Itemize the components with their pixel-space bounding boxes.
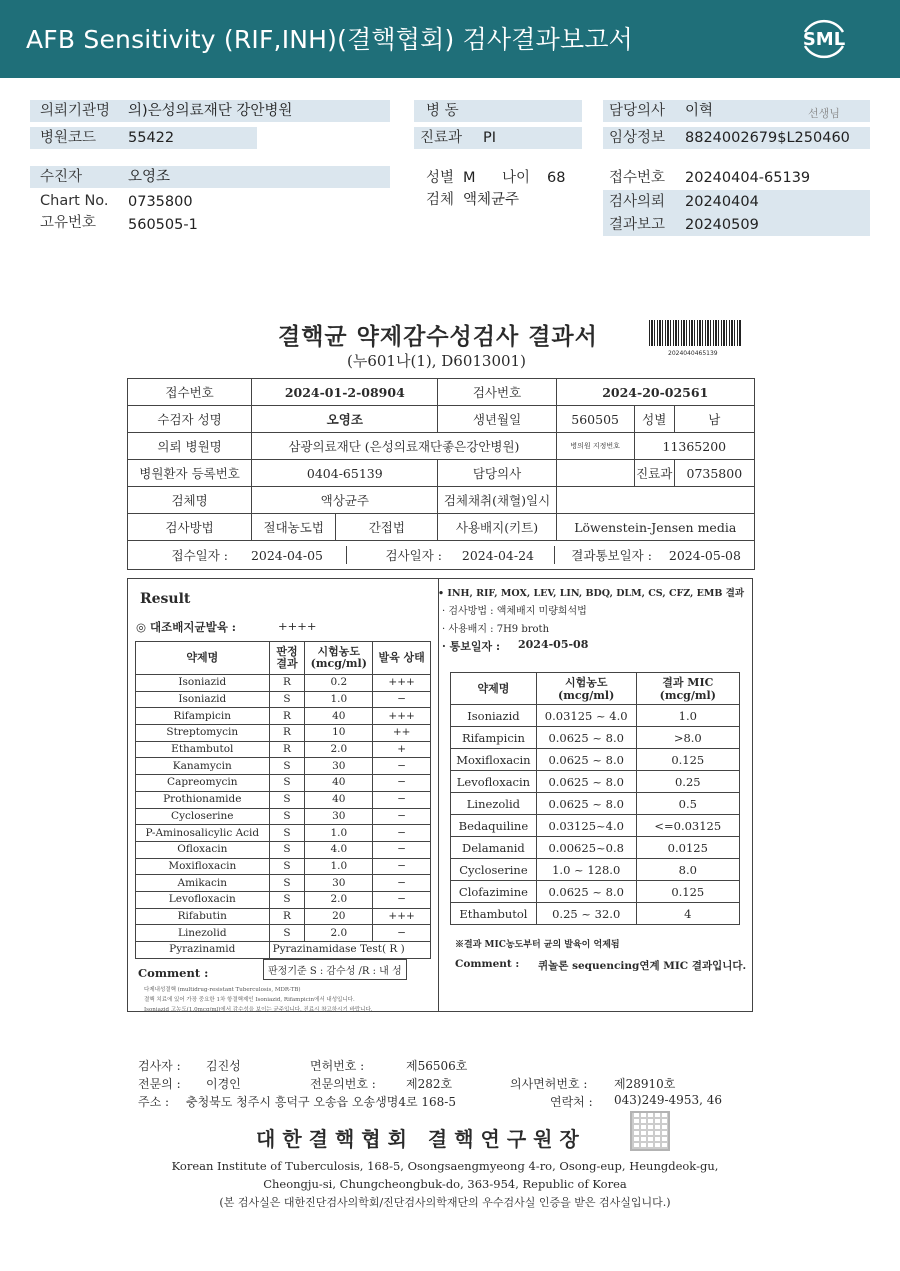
table-row: [451, 837, 740, 859]
dept-value: PI: [483, 130, 497, 146]
susceptibility-table: [135, 641, 431, 959]
table-cell: Ethambutol: [451, 903, 537, 925]
logo-text: SML: [802, 29, 846, 50]
grid-cell: 0404-65139: [252, 460, 438, 487]
table-cell: 0.0625 ~ 8.0: [536, 727, 636, 749]
patient-label: 수진자: [40, 169, 83, 185]
doctor-suffix: 선생님: [808, 107, 840, 120]
grid-cell: 2024-20-02561: [556, 379, 754, 406]
table-row: [136, 841, 431, 858]
table-cell: −: [373, 808, 431, 825]
receipt-date: 2024-04-05: [250, 548, 324, 563]
hospital-code-label: 병원코드: [40, 130, 97, 146]
table-cell: S: [269, 841, 305, 858]
table-cell: Rifabutin: [136, 908, 270, 925]
table-cell: 0.00625~0.8: [536, 837, 636, 859]
pza-name: Pyrazinamid: [136, 942, 270, 959]
col-header: 발육 상태: [373, 642, 431, 675]
criteria-legend: 판정기준 S : 감수성 /R : 내 성: [263, 959, 407, 980]
table-cell: −: [373, 875, 431, 892]
table-cell: S: [269, 858, 305, 875]
hospital-code-value: 55422: [128, 130, 175, 146]
table-cell: Isoniazid: [136, 691, 270, 708]
mic-method: · 검사방법 : 액체배지 미량희석법: [442, 606, 587, 617]
control-value: ++++: [278, 619, 317, 633]
table-cell: Ethambutol: [136, 741, 270, 758]
grid-cell: 2024-01-2-08904: [252, 379, 438, 406]
table-cell: Linezolid: [136, 925, 270, 942]
table-cell: Ofloxacin: [136, 841, 270, 858]
comment-line: Isoniazid 고농도(1.0mcg/ml)에서 감수성을 보이는 균주입니다. 진료시 참고하시기 바랍니다.: [144, 1007, 373, 1013]
table-row: [136, 875, 431, 892]
grid-cell: 수검자 성명: [128, 406, 252, 433]
table-cell: −: [373, 775, 431, 792]
sml-logo: [797, 14, 851, 64]
table-cell: <=0.03125: [636, 815, 739, 837]
grid-cell: 간접법: [336, 514, 438, 541]
institution-value: 의)은성의료재단 강안병원: [128, 103, 293, 119]
table-row: [451, 903, 740, 925]
receipt-value: 20240404-65139: [685, 170, 811, 186]
table-cell: 0.0625 ~ 8.0: [536, 793, 636, 815]
mic-comment: 퀴놀론 sequencing연계 MIC 결과입니다.: [538, 960, 747, 972]
table-cell: ++: [373, 725, 431, 742]
table-cell: 2.0: [305, 925, 373, 942]
tester: 김진성: [206, 1059, 241, 1073]
grid-cell: [556, 460, 634, 487]
age-value: 68: [547, 170, 566, 186]
mic-note: ※결과 MIC농도부터 균의 발육이 억제됨: [455, 940, 620, 950]
table-row: [136, 791, 431, 808]
grid-cell: 병의원 지정번호: [556, 433, 634, 460]
contact: 043)249-4953, 46: [614, 1093, 722, 1107]
table-cell: Levofloxacin: [136, 891, 270, 908]
table-cell: Cycloserine: [136, 808, 270, 825]
table-cell: 2.0: [305, 741, 373, 758]
table-cell: −: [373, 925, 431, 942]
uid-value: 560505-1: [128, 217, 198, 233]
table-row: [451, 881, 740, 903]
specimen-label: 검체: [426, 192, 455, 208]
doctor-value: 이혁: [685, 103, 714, 119]
request-value: 20240404: [685, 194, 759, 210]
ward-label: 병 동: [426, 103, 459, 119]
table-row: [136, 691, 431, 708]
table-cell: P-Aminosalicylic Acid: [136, 825, 270, 842]
table-cell: S: [269, 925, 305, 942]
grid-cell: 0735800: [674, 460, 754, 487]
control-label: ◎ 대조배지균발육 :: [136, 620, 237, 634]
grid-cell: [556, 487, 754, 514]
table-cell: 1.0: [305, 691, 373, 708]
table-row: [136, 741, 431, 758]
table-row: [136, 825, 431, 842]
comment-line: 결핵 치료에 있어 가장 중요한 1차 항결핵제인 Isoniazid, Rifampicin에서 내성입니다.: [144, 997, 355, 1003]
table-cell: Prothionamide: [136, 791, 270, 808]
table-cell: 0.03125~4.0: [536, 815, 636, 837]
table-cell: Delamanid: [451, 837, 537, 859]
grid-cell: 절대농도법: [252, 514, 336, 541]
table-cell: 10: [305, 725, 373, 742]
spec-license-label: 전문의번호 :: [310, 1077, 376, 1091]
table-cell: +: [373, 741, 431, 758]
receipt-label: 접수번호: [609, 170, 666, 186]
table-row: [451, 793, 740, 815]
contact-label: 연락처 :: [550, 1095, 593, 1109]
table-row: [136, 775, 431, 792]
table-row: [136, 725, 431, 742]
table-cell: Streptomycin: [136, 725, 270, 742]
col-header: 판정 결과: [269, 642, 305, 675]
table-cell: 0.2: [305, 675, 373, 692]
table-cell: R: [269, 725, 305, 742]
request-label: 검사의뢰: [609, 194, 666, 210]
table-row: [451, 727, 740, 749]
table-cell: −: [373, 791, 431, 808]
col-header: 약제명: [136, 642, 270, 675]
grid-cell: 접수번호: [128, 379, 252, 406]
report-header: [0, 0, 900, 78]
sex-value: M: [463, 170, 476, 186]
table-cell: R: [269, 908, 305, 925]
table-row: [451, 771, 740, 793]
table-cell: 0.0625 ~ 8.0: [536, 771, 636, 793]
table-row: [136, 708, 431, 725]
table-row: [136, 908, 431, 925]
specialist-label: 전문의 :: [138, 1077, 181, 1091]
table-cell: S: [269, 791, 305, 808]
certification-note: (본 검사실은 대한진단검사의학회/진단검사의학재단의 우수검사실 인증을 받은 검사실입니다.): [219, 1196, 671, 1209]
dept-label: 진료과: [420, 130, 463, 146]
doc-license: 제28910호: [614, 1077, 676, 1091]
table-row: [451, 705, 740, 727]
scanned-result-sheet: [120, 305, 770, 1215]
table-cell: S: [269, 875, 305, 892]
table-cell: 30: [305, 875, 373, 892]
table-cell: −: [373, 841, 431, 858]
table-cell: Rifampicin: [451, 727, 537, 749]
table-cell: 0.25: [636, 771, 739, 793]
mic-table: [450, 672, 740, 925]
grid-cell: 담당의사: [438, 460, 556, 487]
sheet-title: 결핵균 약제감수성검사 결과서: [278, 323, 598, 350]
table-cell: Amikacin: [136, 875, 270, 892]
table-cell: 0.0625 ~ 8.0: [536, 749, 636, 771]
col-header: 결과 MIC (mcg/ml): [636, 673, 739, 705]
table-cell: 40: [305, 791, 373, 808]
comment-label: Comment :: [138, 966, 209, 980]
table-row: [451, 749, 740, 771]
table-cell: Capreomycin: [136, 775, 270, 792]
pza-value: Pyrazinamidase Test( R ): [269, 942, 430, 959]
table-row: [136, 858, 431, 875]
specimen-value: 액체균주: [463, 192, 520, 208]
test-date: 2024-04-24: [461, 548, 534, 563]
grid-cell: 남: [674, 406, 754, 433]
table-cell: S: [269, 825, 305, 842]
table-row: [136, 675, 431, 692]
mic-medium: · 사용배지 : 7H9 broth: [442, 624, 550, 635]
license-label: 면허번호 :: [310, 1059, 365, 1073]
request-info-grid: [127, 378, 755, 570]
table-row: [451, 815, 740, 837]
sheet-subtitle: (누601나(1), D6013001): [347, 352, 526, 370]
patient-value: 오영조: [128, 169, 171, 185]
table-cell: 1.0: [305, 858, 373, 875]
sex-label: 성별: [426, 170, 455, 186]
result-title: Result: [140, 591, 191, 607]
notice-date: 2024-05-08: [668, 548, 741, 563]
table-cell: Levofloxacin: [451, 771, 537, 793]
institute-name: 대한결핵협회 결핵연구원장: [256, 1127, 586, 1151]
table-cell: Isoniazid: [451, 705, 537, 727]
table-cell: 8.0: [636, 859, 739, 881]
table-row: [136, 758, 431, 775]
table-cell: −: [373, 891, 431, 908]
mic-comment-label: Comment :: [455, 958, 520, 970]
table-cell: −: [373, 758, 431, 775]
grid-cell: 검사번호: [438, 379, 556, 406]
table-cell: >8.0: [636, 727, 739, 749]
table-cell: Cycloserine: [451, 859, 537, 881]
table-cell: Moxifloxacin: [136, 858, 270, 875]
grid-cell: 액상균주: [252, 487, 438, 514]
table-cell: S: [269, 891, 305, 908]
table-cell: 1.0: [636, 705, 739, 727]
grid-cell: 삼광의료재단 (은성의료재단좋은강안병원): [252, 433, 556, 460]
grid-cell: Löwenstein-Jensen media: [556, 514, 754, 541]
table-cell: −: [373, 691, 431, 708]
table-cell: 2.0: [305, 891, 373, 908]
clinical-label: 임상정보: [609, 130, 666, 146]
table-cell: +++: [373, 708, 431, 725]
table-cell: 0.5: [636, 793, 739, 815]
report-label: 결과보고: [609, 217, 666, 233]
table-cell: Moxifloxacin: [451, 749, 537, 771]
age-label: 나이: [502, 170, 531, 186]
table-row: [136, 808, 431, 825]
grid-cell: 검체명: [128, 487, 252, 514]
table-cell: R: [269, 675, 305, 692]
table-cell: 0.25 ~ 32.0: [536, 903, 636, 925]
grid-cell: 검체채취(채혈)일시: [438, 487, 556, 514]
chart-label: Chart No.: [40, 193, 109, 209]
table-cell: 0.0125: [636, 837, 739, 859]
notice-date-label: 결과통보일자 :: [554, 546, 652, 564]
table-cell: R: [269, 741, 305, 758]
barcode: [649, 320, 741, 346]
test-date-label: 검사일자 :: [346, 546, 442, 564]
english-address-line: Cheongju-si, Chungcheongbuk-do, 363-954, Republic of Korea: [263, 1177, 627, 1191]
official-seal-stamp: [630, 1111, 670, 1151]
col-header: 시험농도 (mcg/ml): [536, 673, 636, 705]
grid-cell: 진료과: [634, 460, 674, 487]
col-header: 시험농도 (mcg/ml): [305, 642, 373, 675]
col-header: 약제명: [451, 673, 537, 705]
barcode-number: 2024040465139: [668, 350, 718, 357]
table-row: [136, 925, 431, 942]
table-cell: 0.125: [636, 749, 739, 771]
table-cell: Bedaquiline: [451, 815, 537, 837]
table-cell: 30: [305, 808, 373, 825]
table-cell: S: [269, 691, 305, 708]
table-cell: S: [269, 758, 305, 775]
doc-license-label: 의사면허번호 :: [510, 1077, 588, 1091]
table-row: [136, 891, 431, 908]
table-cell: Clofazimine: [451, 881, 537, 903]
mic-heading: • INH, RIF, MOX, LEV, LIN, BDQ, DLM, CS, CFZ, EMB 결과: [438, 588, 745, 599]
grid-cell: 사용배지(키트): [438, 514, 556, 541]
table-cell: Rifampicin: [136, 708, 270, 725]
table-row: [451, 859, 740, 881]
grid-cell: 병원환자 등록번호: [128, 460, 252, 487]
clinical-value: 8824002679$L250460: [685, 130, 850, 146]
table-cell: 30: [305, 758, 373, 775]
table-cell: +++: [373, 675, 431, 692]
table-cell: +++: [373, 908, 431, 925]
address-label: 주소 :: [138, 1095, 170, 1109]
english-address-line: Korean Institute of Tuberculosis, 168-5, Osongsaengmyeong 4-ro, Osong-eup, Heungdeok-gu,: [171, 1159, 719, 1173]
table-cell: 4.0: [305, 841, 373, 858]
table-cell: 4: [636, 903, 739, 925]
table-cell: 40: [305, 708, 373, 725]
table-cell: 40: [305, 775, 373, 792]
table-cell: Kanamycin: [136, 758, 270, 775]
table-cell: 1.0: [305, 825, 373, 842]
institution-label: 의뢰기관명: [40, 103, 111, 119]
mic-notice-date: 2024-05-08: [518, 638, 589, 651]
table-cell: R: [269, 708, 305, 725]
table-cell: S: [269, 775, 305, 792]
report-value: 20240509: [685, 217, 759, 233]
spec-license: 제282호: [406, 1077, 453, 1091]
address: 충청북도 청주시 흥덕구 오송읍 오송생명4로 168-5: [186, 1095, 456, 1109]
receipt-date-label: 접수일자 :: [171, 548, 228, 563]
grid-cell: 560505: [556, 406, 634, 433]
grid-cell: 오영조: [252, 406, 438, 433]
doctor-label: 담당의사: [609, 103, 666, 119]
table-cell: 1.0 ~ 128.0: [536, 859, 636, 881]
table-cell: Linezolid: [451, 793, 537, 815]
table-cell: −: [373, 825, 431, 842]
table-cell: 0.03125 ~ 4.0: [536, 705, 636, 727]
table-cell: Isoniazid: [136, 675, 270, 692]
report-title: AFB Sensitivity (RIF,INH)(결핵협회) 검사결과보고서: [26, 25, 634, 54]
table-cell: 20: [305, 908, 373, 925]
chart-value: 0735800: [128, 194, 193, 210]
grid-cell: 의뢰 병원명: [128, 433, 252, 460]
license: 제56506호: [406, 1059, 468, 1073]
comment-line: 다제내성결핵 (multidrug-resistant Tuberculosis, MDR-TB): [144, 987, 301, 993]
grid-cell: 검사방법: [128, 514, 252, 541]
specialist: 이경인: [206, 1077, 241, 1091]
grid-cell: 11365200: [634, 433, 754, 460]
table-cell: −: [373, 858, 431, 875]
mic-notice-label: · 통보일자 :: [442, 640, 501, 653]
uid-label: 고유번호: [40, 215, 97, 231]
tester-label: 검사자 :: [138, 1059, 181, 1073]
grid-cell: 생년월일: [438, 406, 556, 433]
table-cell: S: [269, 808, 305, 825]
table-cell: 0.125: [636, 881, 739, 903]
grid-cell: 성별: [634, 406, 674, 433]
table-cell: 0.0625 ~ 8.0: [536, 881, 636, 903]
